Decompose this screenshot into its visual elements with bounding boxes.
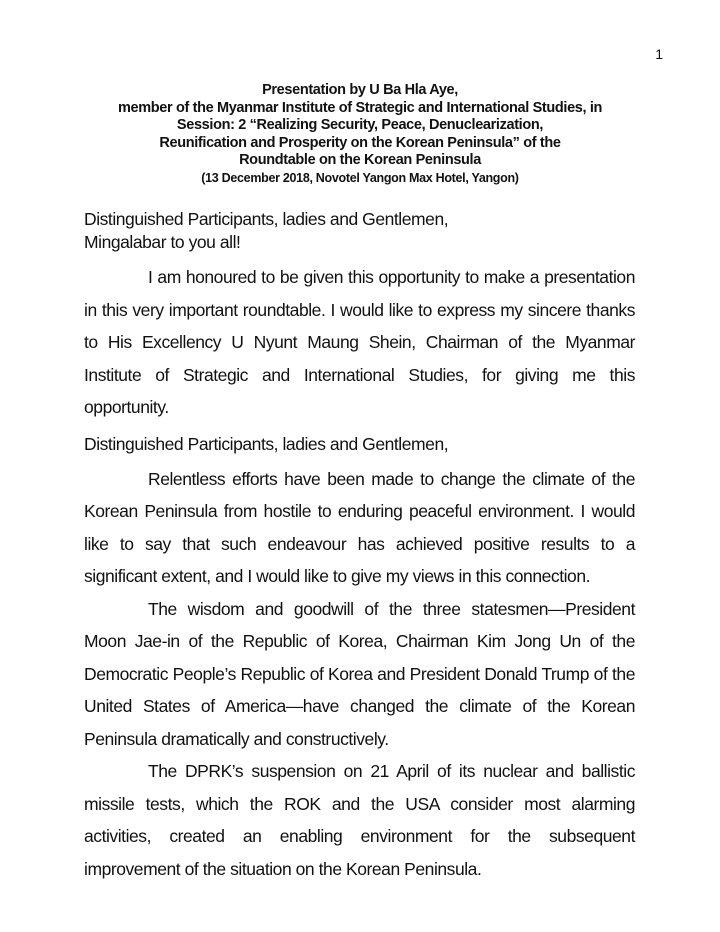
paragraph-efforts: Relentless efforts have been made to change the climate of the Korean Peninsula from hostile to enduring peaceful environment. I would like to say that such endeavour has achieved positive results to a significant extent, and I would like to give my views in this connection.: [84, 468, 635, 586]
paragraph-dprk-suspension: The DPRK’s suspension on 21 April of its nuclear and ballistic missile tests, which the ROK and the USA consider most alarming activities, created an enabling environment for the subsequent improvement of the situation on the Korean Peninsula.: [84, 761, 635, 879]
page-number: 1: [655, 46, 663, 62]
spacer: [84, 254, 635, 261]
paragraph-statesmen: The wisdom and goodwill of the three statesmen—President Moon Jae-in of the Republic of Korea, Chairman Kim Jong Un of the Democratic People’s Republic of Korea and President Donald Trump of the United States of America—have changed the climate of the Korean Peninsula dramatically and constructively.: [84, 598, 635, 749]
greeting: Mingalabar to you all!: [84, 232, 241, 252]
header-line-roundtable: Roundtable on the Korean Peninsula: [239, 152, 481, 168]
presentation-header: [60, 82, 660, 187]
salutation-second: Distinguished Participants, ladies and Gentlemen,: [84, 433, 449, 454]
spacer: [84, 424, 635, 433]
header-line-session: Session: 2 “Realizing Security, Peace, Denuclearization,: [176, 117, 544, 133]
salutation-first: Distinguished Participants, ladies and Gentlemen,: [84, 209, 449, 229]
header-line-affiliation: member of the Myanmar Institute of Strategic and International Studies, in: [117, 99, 603, 116]
header-line-presenter: Presentation by U Ba Hla Aye,: [262, 82, 458, 98]
header-line-session-cont: Reunification and Prosperity on the Korean Peninsula” of the: [159, 134, 561, 151]
spacer: [84, 456, 635, 463]
document-body: [84, 208, 635, 885]
header-line-date-venue: (13 December 2018, Novotel Yangon Max Hotel, Yangon): [201, 170, 519, 185]
paragraph-intro: I am honoured to be given this opportunity to make a presentation in this very important roundtable. I would like to express my sincere thanks to His Excellency U Nyunt Maung Shein, Chairman of the Myanmar Institute of Strategic and International Studies, for giving me this opportunity.: [84, 267, 635, 417]
